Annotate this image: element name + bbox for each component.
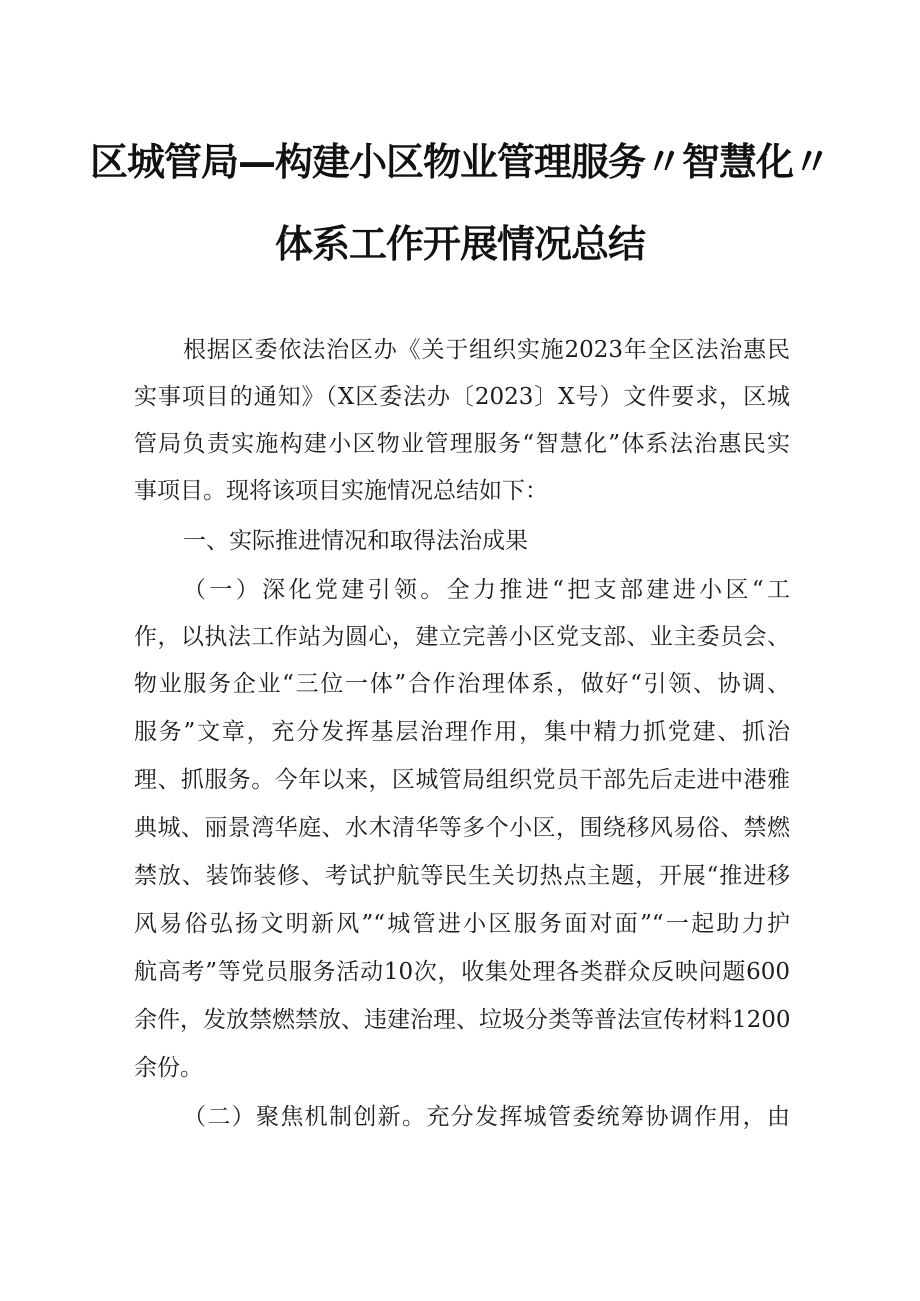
document-title-line-1: 区城管局—构建小区物业管理服务〃智慧化〃: [89, 140, 830, 184]
paragraph-line: 管局负责实施构建小区物业管理服务“智慧化”体系法治惠民实: [134, 431, 790, 457]
section-heading: 一、实际推进情况和取得法治成果: [183, 528, 528, 554]
paragraph-line: 根据区委依法治区办《关于组织实施2023年全区法治惠民: [183, 337, 790, 363]
document-title-line-2: 体系工作开展情况总结: [274, 222, 645, 266]
paragraph-line: 禁放、装饰装修、考试护航等民生关切热点主题，开展“推进移: [134, 863, 790, 889]
paragraph-line: 事项目。现将该项目实施情况总结如下：: [134, 478, 548, 504]
paragraph-line: 理、抓服务。今年以来，区城管局组织党员干部先后走进中港雅: [134, 767, 790, 793]
paragraph-line: 典城、丽景湾华庭、水木清华等多个小区，围绕移风易俗、禁燃: [134, 815, 790, 841]
paragraph-line: 物业服务企业“三位一体”合作治理体系，做好“引领、协调、: [134, 671, 790, 697]
paragraph-line: 实事项目的通知》（X区委法办〔2023〕X号）文件要求，区城: [134, 384, 790, 410]
paragraph-line: 风易俗弘扬文明新风”“城管进小区服务面对面”“一起助力护: [134, 911, 790, 937]
paragraph-line: 作，以执法工作站为圆心，建立完善小区党支部、业主委员会、: [134, 624, 790, 650]
paragraph-line: 航高考”等党员服务活动10次，收集处理各类群众反映问题600: [134, 959, 790, 985]
paragraph-line: （一）深化党建引领。全力推进“把支部建进小区“工: [183, 577, 790, 603]
paragraph-line: 余份。: [134, 1055, 203, 1081]
paragraph-line: 余件，发放禁燃禁放、违建治理、垃圾分类等普法宣传材料1200: [134, 1007, 791, 1033]
paragraph-line: 服务”文章，充分发挥基层治理作用，集中精力抓党建、抓治: [134, 719, 790, 745]
paragraph-line: （二）聚焦机制创新。充分发挥城管委统筹协调作用，由: [183, 1104, 790, 1130]
